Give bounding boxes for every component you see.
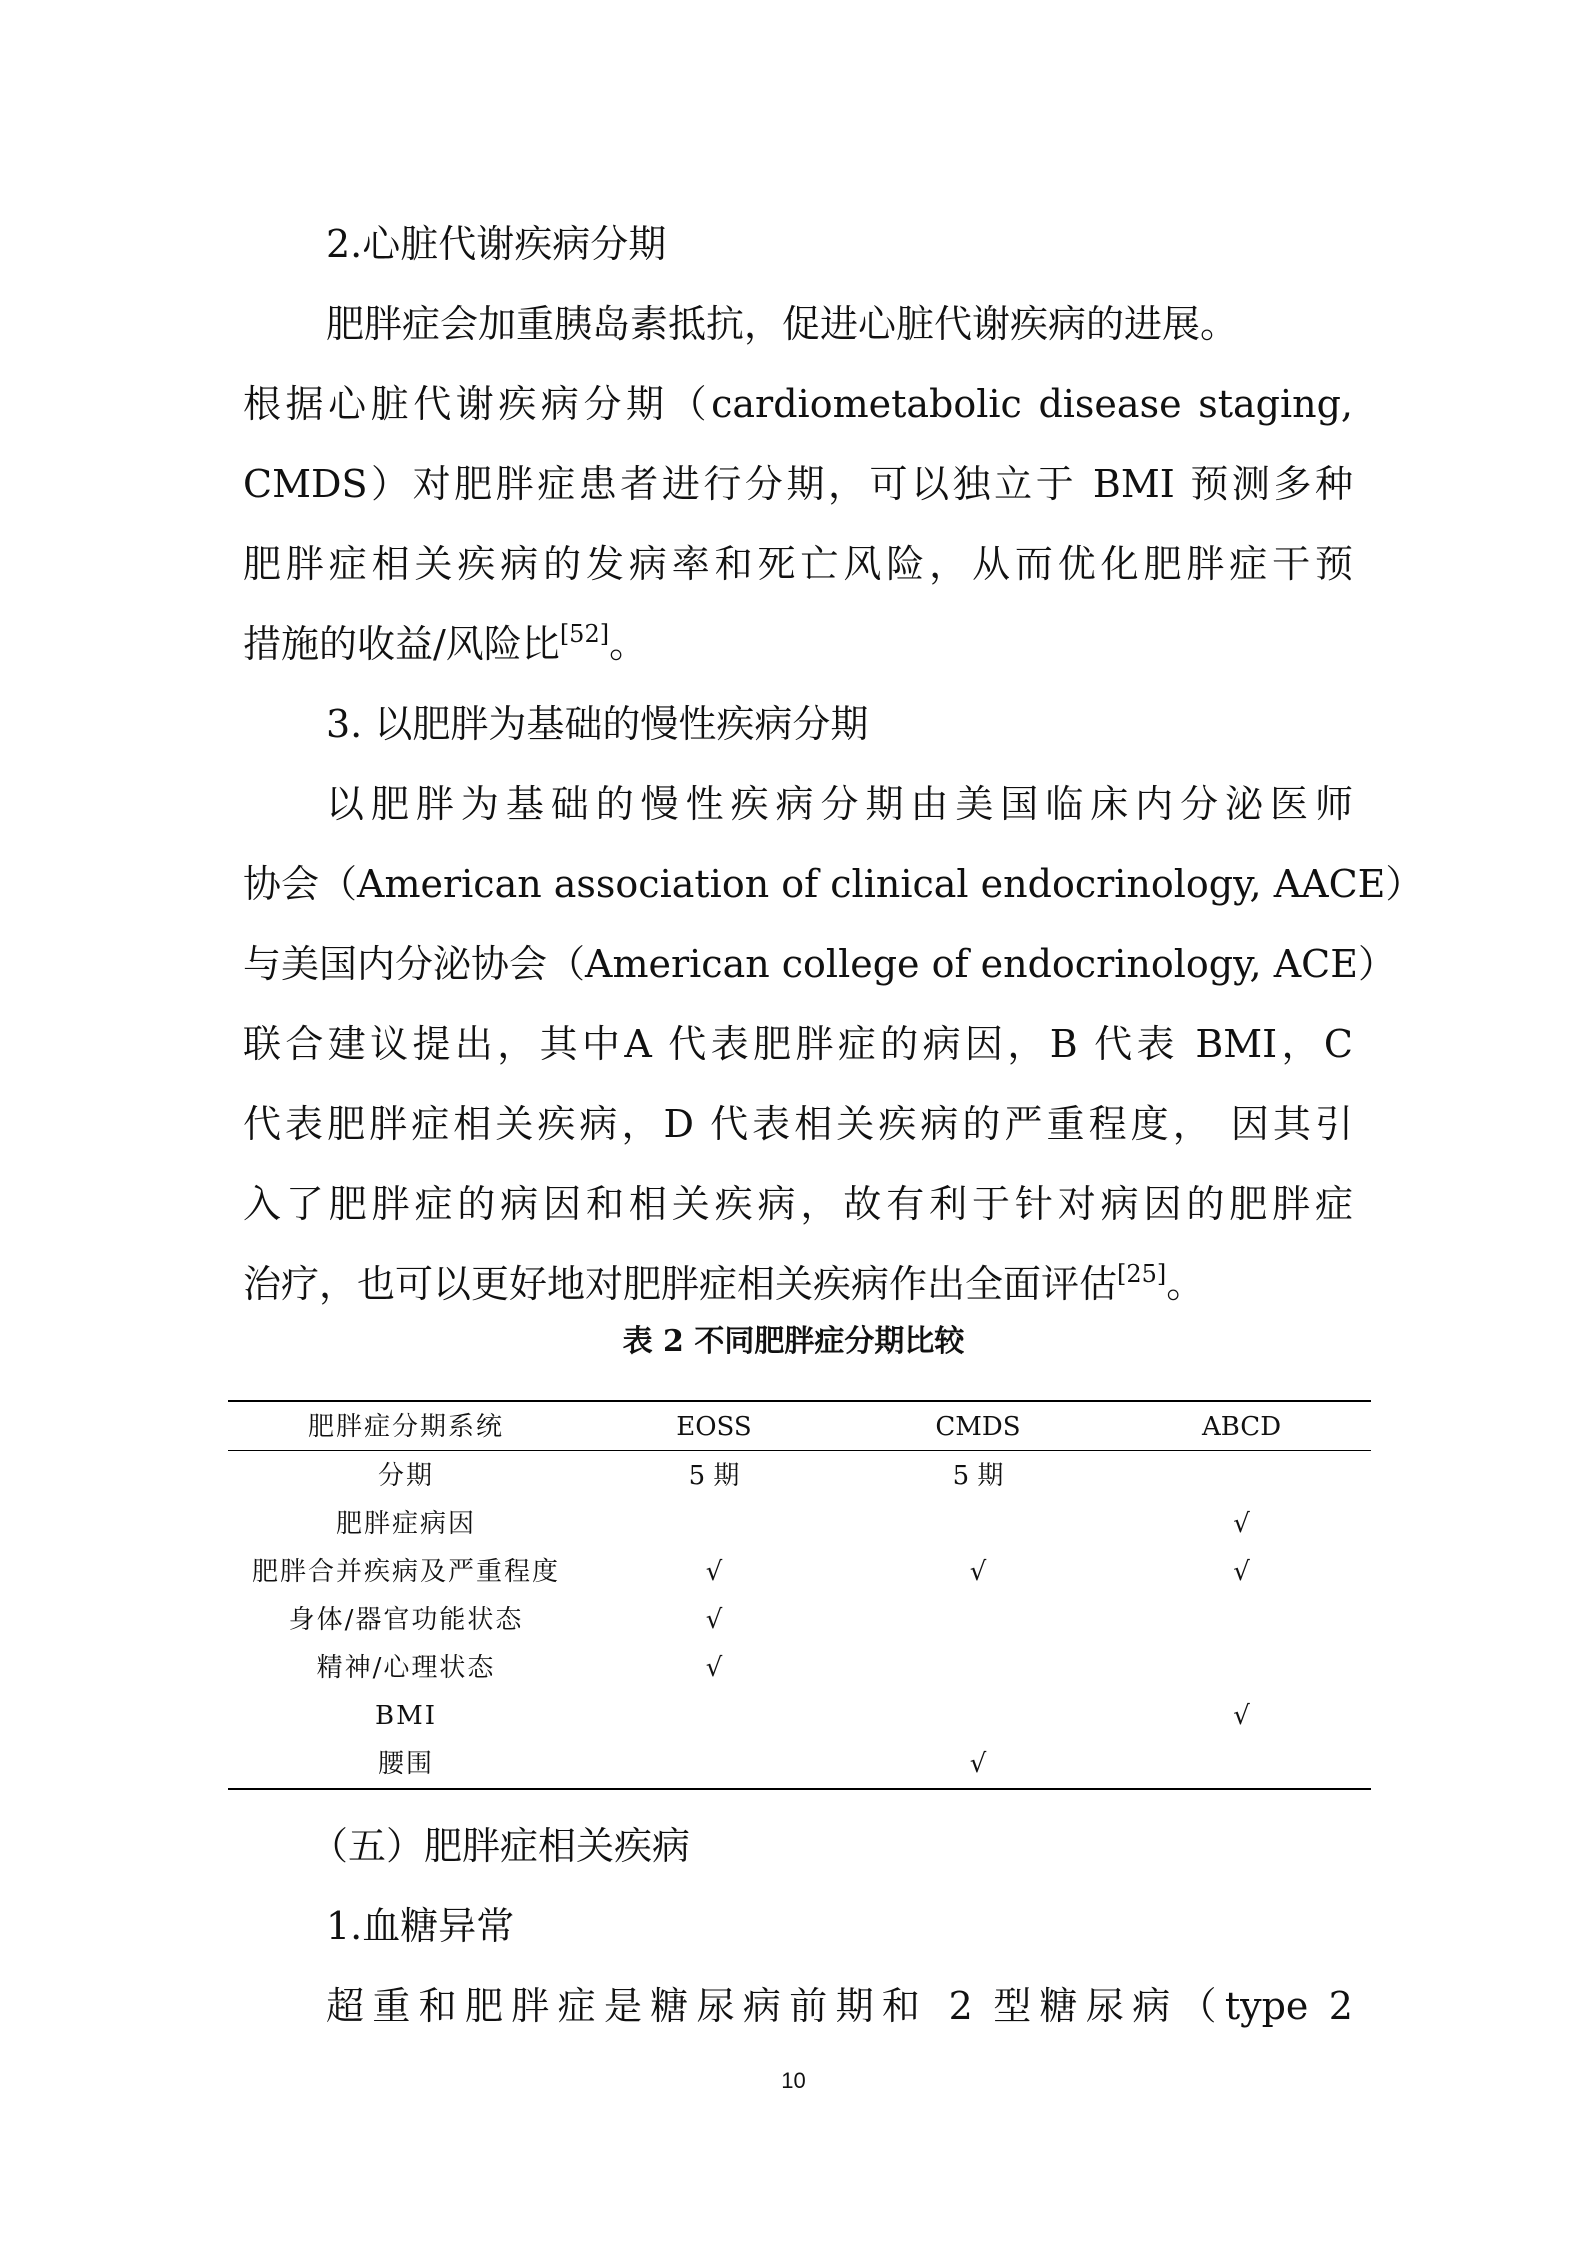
table-cell: 身体/器官功能状态 — [288, 1605, 524, 1635]
paragraph-line: 肥胖症会加重胰岛素抵抗，促进心脏代谢疾病的进展。 — [326, 302, 1239, 346]
table-cell: √ — [705, 1653, 723, 1683]
table-cell: 分期 — [377, 1461, 434, 1491]
table-cell — [1112, 1452, 1371, 1500]
paragraph-line: 与美国内分泌协会（American college of endocrinology, ACE） — [243, 942, 1396, 986]
table-cell — [844, 1644, 1112, 1692]
reference-citation: [52] — [559, 620, 610, 648]
table-cell: 肥胖症病因 — [335, 1509, 476, 1539]
table-header-cell: CMDS — [935, 1412, 1021, 1442]
table-cell: 精神/心理状态 — [316, 1653, 496, 1683]
table-bottom-rule — [228, 1788, 1371, 1790]
paragraph-line: 超重和肥胖症是糖尿病前期和 2 型糖尿病（type 2 — [326, 1984, 1353, 2028]
table-caption: 表 2 不同肥胖症分期比较 — [622, 1324, 965, 1359]
paragraph-line: 联合建议提出，其中A 代表肥胖症的病因，B 代表 BMI，C — [243, 1022, 1353, 1066]
page-number: 10 — [781, 2068, 806, 2093]
paragraph-text: 措施的收益/风险比 — [243, 622, 560, 666]
paragraph-line: 以肥胖为基础的慢性疾病分期由美国临床内分泌医师 — [326, 782, 1353, 826]
table-cell — [844, 1500, 1112, 1548]
table-cell — [1112, 1596, 1371, 1644]
paragraph-line: 协会（American association of clinical endocrinology, AACE） — [243, 862, 1424, 906]
table-cell: √ — [705, 1557, 723, 1587]
table-cell: 腰围 — [377, 1749, 434, 1779]
table-cell: √ — [705, 1605, 723, 1635]
table-cell — [1112, 1644, 1371, 1692]
table-cell — [584, 1500, 844, 1548]
table-cell — [844, 1692, 1112, 1740]
paragraph-last-line — [243, 604, 1353, 684]
table-header-cell: ABCD — [1201, 1412, 1282, 1442]
heading-glucose: 1.血糖异常 — [326, 1904, 515, 1948]
heading-cmds: 2.心脏代谢疾病分期 — [326, 222, 667, 266]
paragraph-text: 治疗，也可以更好地对肥胖症相关疾病作出全面评估 — [243, 1262, 1118, 1306]
section-heading: （五）肥胖症相关疾病 — [310, 1824, 691, 1868]
punctuation: 。 — [1166, 1262, 1205, 1306]
table-header-cell: 肥胖症分期系统 — [307, 1412, 504, 1442]
paragraph-last-line — [243, 1244, 1353, 1324]
paragraph-line: 根据心脏代谢疾病分期（cardiometabolic disease staging, — [243, 382, 1353, 426]
table-cell: √ — [1233, 1509, 1250, 1539]
table-cell: 5 期 — [688, 1461, 740, 1491]
table-cell: √ — [1233, 1701, 1250, 1731]
table-cell: 肥胖合并疾病及严重程度 — [251, 1557, 560, 1587]
paragraph-line: 肥胖症相关疾病的发病率和死亡风险，从而优化肥胖症干预 — [243, 542, 1353, 586]
table-cell: √ — [1233, 1557, 1250, 1587]
table-cell — [1112, 1740, 1371, 1788]
heading-abcd: 3. 以肥胖为基础的慢性疾病分期 — [326, 702, 869, 746]
paragraph-line: 代表肥胖症相关疾病，D 代表相关疾病的严重程度， 因其引 — [243, 1102, 1353, 1146]
table-cell — [584, 1692, 844, 1740]
table-cell — [584, 1740, 844, 1788]
punctuation: 。 — [609, 622, 648, 666]
table-cell: √ — [969, 1557, 987, 1587]
table-cell: BMI — [375, 1701, 437, 1731]
table-top-rule — [228, 1400, 1371, 1402]
paragraph-line: CMDS）对肥胖症患者进行分期，可以独立于 BMI 预测多种 — [243, 462, 1353, 506]
table-header-cell: EOSS — [676, 1412, 752, 1442]
table-cell: √ — [969, 1749, 987, 1779]
reference-citation: [25] — [1117, 1260, 1167, 1288]
table-cell: 5 期 — [952, 1461, 1004, 1491]
table-cell — [844, 1596, 1112, 1644]
paragraph-line: 入了肥胖症的病因和相关疾病，故有利于针对病因的肥胖症 — [243, 1182, 1353, 1226]
